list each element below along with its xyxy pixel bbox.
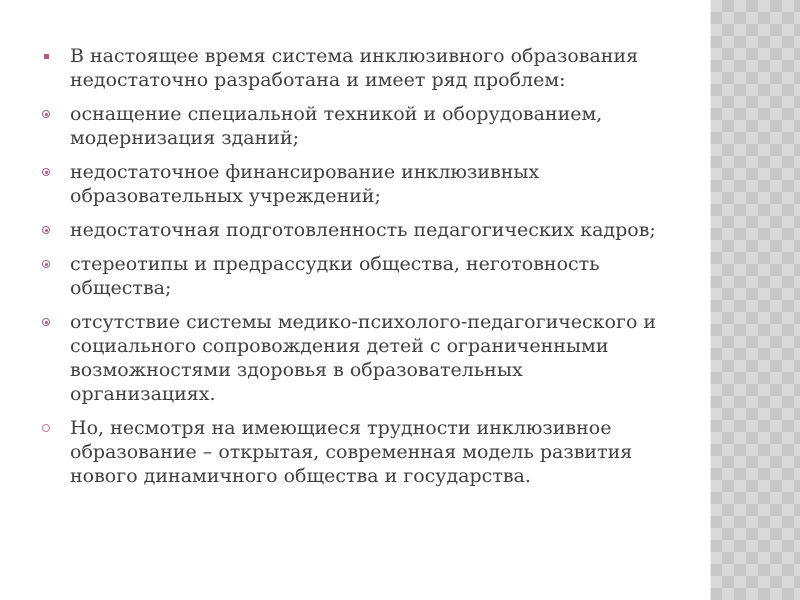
square-bullet-icon (34, 44, 58, 68)
bullet-text: недостаточная подготовленность педагогических кадров; (70, 219, 656, 241)
bullet-text: Но, несмотря на имеющиеся трудности инклюзивное образование – открытая, современная модель развития нового динамичного общества и государства. (70, 417, 633, 487)
bullet-text: стереотипы и предрассудки общества, неготовность общества; (70, 253, 600, 299)
target-bullet-icon (34, 160, 58, 184)
bullet-item-funding (34, 160, 674, 208)
bullet-item-conclusion (34, 416, 674, 488)
circle-bullet-icon (34, 416, 58, 440)
target-bullet-icon (34, 252, 58, 276)
bullet-item-intro (34, 44, 674, 92)
bullet-text: отсутствие системы медико-психолого-педагогического и социального сопровождения детей с ограниченными возможностями здоровья в образовательных организациях. (70, 311, 657, 405)
bullet-text: оснащение специальной техникой и оборудованием, модернизация зданий; (70, 103, 603, 149)
target-bullet-icon (34, 102, 58, 126)
bullet-item-support-system (34, 310, 674, 406)
bullet-item-stereotypes (34, 252, 674, 300)
bullet-item-staff (34, 218, 674, 242)
bullet-item-equipment (34, 102, 674, 150)
decorative-side-panel (710, 0, 800, 600)
target-bullet-icon (34, 310, 58, 334)
bullet-list (34, 44, 674, 498)
bullet-text: В настоящее время система инклюзивного образования недостаточно разработана и имеет ряд проблем: (70, 45, 639, 91)
target-bullet-icon (34, 218, 58, 242)
bullet-text: недостаточное финансирование инклюзивных образовательных учреждений; (70, 161, 540, 207)
